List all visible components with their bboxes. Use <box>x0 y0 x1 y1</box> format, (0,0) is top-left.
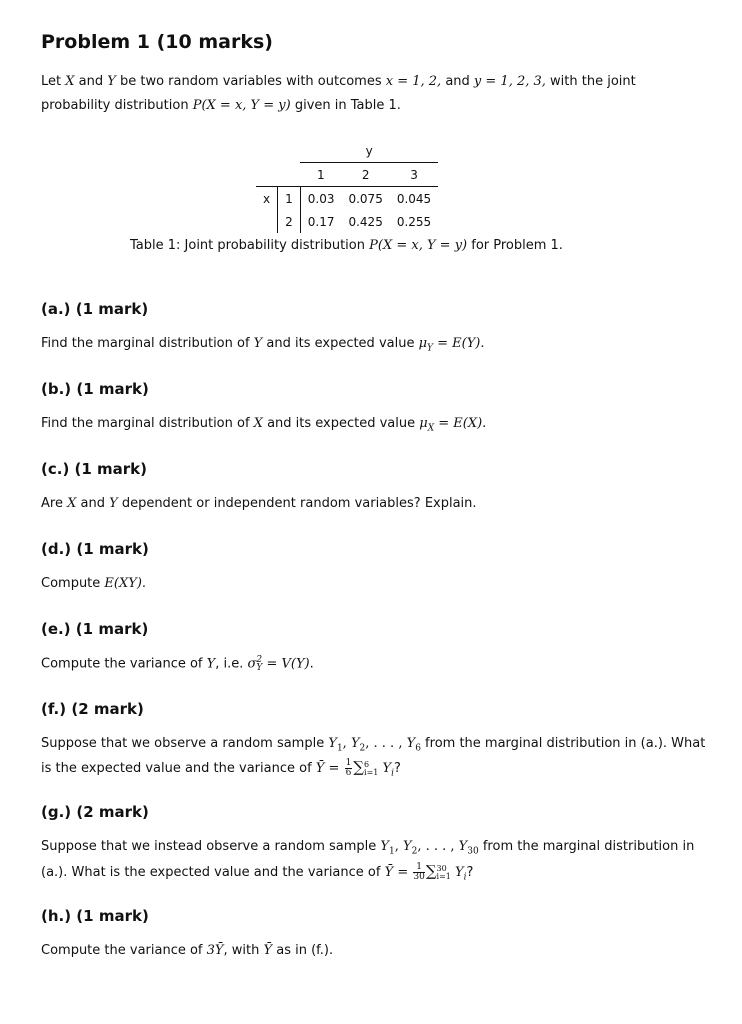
part-g-text-line-2: (a.). What is the expected value and the variance of Ȳ = $\frac{1}{30}$ ∑ 30 i=1 $Y_i$? <box>41 862 474 883</box>
row-header: 2 <box>278 210 301 233</box>
part-d-heading: (d.) (1 mark) <box>41 540 149 558</box>
column-header: 3 <box>410 167 418 182</box>
joint-distribution-table <box>256 139 438 233</box>
row-variable-label: x <box>256 187 278 211</box>
table-cell: 0.045 <box>390 187 438 211</box>
table-cell: 0.075 <box>341 187 389 211</box>
table-cell: 0.03 <box>300 187 341 211</box>
part-g-text-line-1: Suppose that we instead observe a random sample $Y_1$, $Y_2$, . . . , $Y_{30}$ from the marginal distribution in <box>41 839 695 857</box>
part-c-text: Are X and Y dependent or independent random variables? Explain. <box>41 496 477 511</box>
row-header: 1 <box>278 187 301 211</box>
table-caption: Table 1: Joint probability distribution P(X = x, Y = y) for Problem 1. <box>130 238 563 253</box>
table-cell: 0.255 <box>396 214 432 229</box>
part-c-heading: (c.) (1 mark) <box>41 460 148 478</box>
table-cell: 0.17 <box>307 214 335 229</box>
part-f-heading: (f.) (2 mark) <box>41 700 144 718</box>
part-a-heading: (a.) (1 mark) <box>41 300 149 318</box>
intro-line-2: probability distribution P(X = x, Y = y) given in Table 1. <box>41 98 401 113</box>
table-row <box>256 210 438 233</box>
part-h-text: Compute the variance of 3Ȳ, with Ȳ as in (f.). <box>41 943 334 958</box>
part-b-heading: (b.) (1 mark) <box>41 380 149 398</box>
part-h-heading: (h.) (1 mark) <box>41 907 149 925</box>
part-e-heading: (e.) (1 mark) <box>41 620 149 638</box>
column-header: 1 <box>317 167 325 182</box>
part-a-text: Find the marginal distribution of Y and its expected value $\mu_Y = E(Y)$. <box>41 336 485 354</box>
part-b-text: Find the marginal distribution of X and its expected value $\mu_X = E(X)$. <box>41 416 487 434</box>
problem-title: Problem 1 (10 marks) <box>41 31 273 53</box>
intro-line-1: Let X and Y be two random variables with outcomes x = 1, 2, and y = 1, 2, 3, with the joint <box>41 74 636 89</box>
part-d-text: Compute E(XY). <box>41 576 147 591</box>
part-e-text: Compute the variance of Y, i.e. σ 2 Y = V(Y). <box>41 655 314 673</box>
table-cell: 0.425 <box>348 214 383 229</box>
column-variable-label: y <box>300 139 438 163</box>
part-f-text-line-1: Suppose that we observe a random sample $Y_1$, $Y_2$, . . . , $Y_6$ from the marginal distribution in (a.). What <box>41 736 706 754</box>
column-header: 2 <box>361 167 370 182</box>
table-row <box>256 187 438 211</box>
part-g-heading: (g.) (2 mark) <box>41 803 149 821</box>
part-f-text-line-2: is the expected value and the variance of Ȳ = $\frac{1}{6}$ ∑ 6 i=1 $Y_i$? <box>41 758 401 779</box>
